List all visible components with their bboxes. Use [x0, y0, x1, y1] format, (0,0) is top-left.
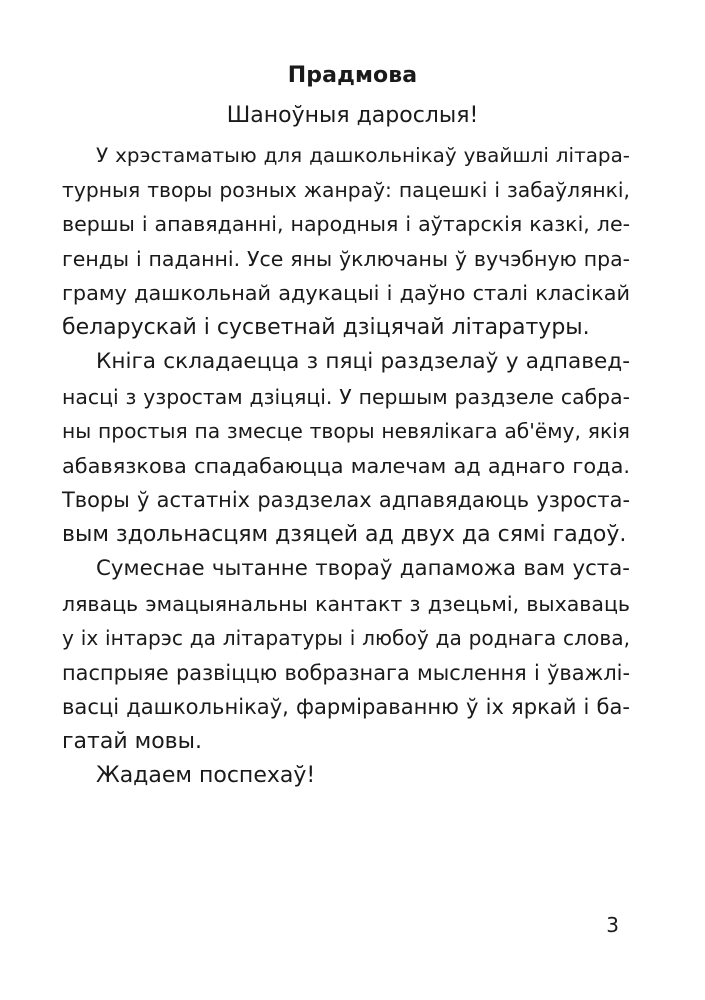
text-line: граму дашкольнай адукацыі і даўно сталі класікай [62, 281, 630, 305]
text-line: гатай мовы. [62, 728, 203, 754]
text-line: Сумеснае чытанне твораў дапаможа вам уста- [96, 556, 630, 581]
text-line: вершы і апавяданні, народныя і аўтарскія казкі, ле- [62, 212, 630, 236]
text-line: Творы ў астатніх раздзелах адпавядаюць узроста- [62, 488, 630, 512]
page-number: 3 [606, 913, 619, 937]
preface-text [62, 138, 630, 794]
text-line: Кніга складаецца з пяці раздзелаў у адпавед- [96, 349, 630, 374]
text-line: вым здольнасцям дзяцей ад двух да сямі гадоў. [62, 521, 627, 547]
text-line: турныя творы розных жанраў: пацешкі і забаўлянкі, [62, 177, 630, 202]
text-line: беларускай і сусветнай дзіцячай літаратуры. [62, 314, 590, 340]
text-line: У хрэстаматыю для дашкольнікаў увайшлі літара- [96, 143, 630, 167]
text-line: у іх інтарэс да літаратуры і любоў да роднага слова, [62, 626, 630, 650]
text-line: абавязкова спадабаюцца малечам ад аднаго года. [62, 453, 630, 478]
text-line: генды і паданні. Усе яны ўключаны ў вучэбную пра- [62, 246, 630, 271]
text-line: васці дашкольнікаў, фарміраванню ў іх яркай і ба- [62, 694, 630, 719]
text-line: ны простыя па змесце творы невялікага аб'ёму, якія [62, 419, 630, 443]
greeting: Шаноўныя дарослыя! [226, 103, 479, 128]
text-line: насці з узростам дзіцяці. У першым раздзеле сабра- [62, 384, 630, 409]
text-line: ляваць эмацыянальны кантакт з дзецьмі, выхаваць [62, 591, 630, 616]
text-line: паспрыяе развіццю вобразнага мыслення і ўважлі- [62, 660, 630, 685]
closing-line: Жадаем поспехаў! [96, 763, 316, 788]
page-title: Прадмова [287, 63, 418, 88]
